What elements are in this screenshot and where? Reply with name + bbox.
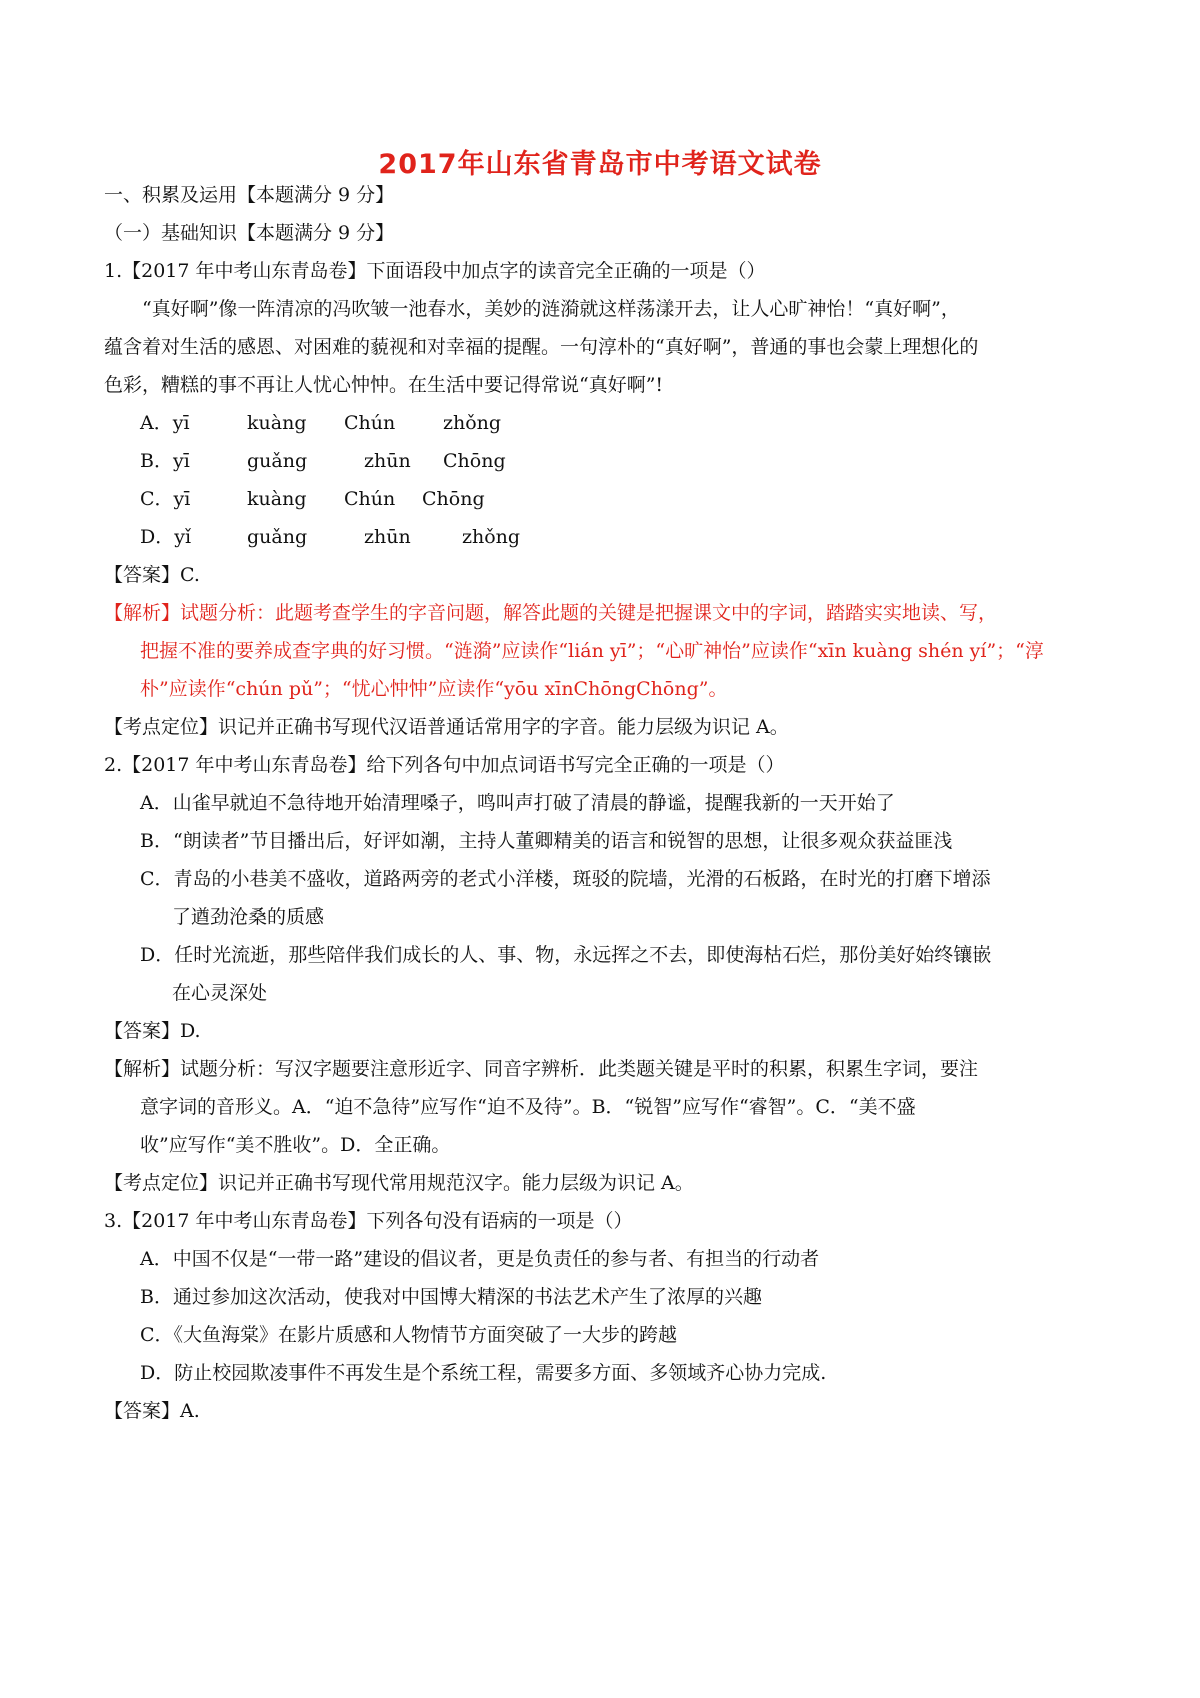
option-pinyin: zhǒng [462, 526, 521, 548]
option-line: B．通过参加这次活动，使我对中国博大精深的书法艺术产生了浓厚的兴趣 [140, 1286, 762, 1308]
option-pinyin: zhǒng [443, 412, 502, 434]
option-label: C．yī [140, 488, 191, 510]
option-c-row [0, 487, 1200, 511]
page-title: 2017年山东省青岛市中考语文试卷 [378, 149, 822, 180]
passage-line: 蕴含着对生活的感恩、对困难的藐视和对幸福的提醒。一句淳朴的“真好啊”，普通的事也会蒙上理想化的 [104, 336, 979, 358]
question-3-stem: 3.【2017 年中考山东青岛卷】下列各句没有语病的一项是（） [104, 1210, 633, 1232]
question-1-stem: 1.【2017 年中考山东青岛卷】下面语段中加点字的读音完全正确的一项是（） [104, 260, 766, 282]
option-label: B．yī [140, 450, 190, 472]
option-line: D．任时光流逝，那些陪伴我们成长的人、事、物，永远挥之不去，即使海枯石烂，那份美好始终镶嵌 [140, 944, 992, 966]
option-pinyin: Chōng [422, 488, 485, 510]
option-pinyin: zhūn [364, 450, 411, 472]
analysis-line: 朴”应读作“chún pǔ”；“忧心忡忡”应读作“yōu xīnChōngChōng”。 [140, 678, 728, 700]
option-line: A．中国不仅是“一带一路”建设的倡议者，更是负责任的参与者、有担当的行动者 [140, 1248, 820, 1270]
option-line: 了遒劲沧桑的质感 [172, 906, 325, 928]
option-line: 在心灵深处 [172, 982, 268, 1004]
section-heading: 一、积累及运用【本题满分 9 分】 [104, 184, 395, 206]
option-line: C．《大鱼海棠》在影片质感和人物情节方面突破了一大步的跨越 [140, 1324, 678, 1346]
answer: 【答案】D. [104, 1020, 201, 1042]
analysis-line: 【解析】试题分析：此题考查学生的字音问题，解答此题的关键是把握课文中的字词，踏踏实实地读、写， [104, 602, 998, 624]
option-pinyin: kuàng [247, 488, 307, 510]
option-pinyin: guǎng [247, 526, 308, 548]
analysis-line: 把握不准的要养成查字典的好习惯。“涟漪”应读作“lián yī”；“心旷神怡”应读作“xīn kuàng shén yí”；“淳 [140, 640, 1044, 662]
option-label: D．yǐ [140, 526, 192, 548]
option-line: A．山雀早就迫不急待地开始清理嗓子，鸣叫声打破了清晨的静谧，提醒我新的一天开始了 [140, 792, 895, 814]
option-pinyin: Chún [344, 412, 396, 434]
option-line: B．“朗读者”节目播出后，好评如潮，主持人董卿精美的语言和锐智的思想，让很多观众获益匪浅 [140, 830, 953, 852]
answer: 【答案】A. [104, 1400, 200, 1422]
option-b-row [0, 449, 1200, 473]
option-pinyin: Chōng [443, 450, 506, 472]
option-a-row [0, 411, 1200, 435]
option-pinyin: guǎng [247, 450, 308, 472]
analysis-line: 意字词的音形义。A．“迫不急待”应写作“迫不及待”。B．“锐智”应写作“睿智”。C．“美不盛 [140, 1096, 916, 1118]
option-label: A．yī [140, 412, 190, 434]
answer: 【答案】C. [104, 564, 200, 586]
option-line: D．防止校园欺凌事件不再发生是个系统工程，需要多方面、多领域齐心协力完成. [140, 1362, 827, 1384]
analysis-line: 收”应写作“美不胜收”。D．全正确。 [140, 1134, 451, 1156]
analysis-line: 【解析】试题分析：写汉字题要注意形近字、同音字辨析．此类题关键是平时的积累，积累生字词，要注 [104, 1058, 979, 1080]
option-pinyin: kuàng [247, 412, 307, 434]
option-d-row [0, 525, 1200, 549]
knowledge-point: 【考点定位】识记并正确书写现代汉语普通话常用字的字音。能力层级为识记 A。 [104, 716, 789, 738]
subsection-heading: （一）基础知识【本题满分 9 分】 [104, 222, 395, 244]
option-pinyin: Chún [344, 488, 396, 510]
passage-line: 色彩，糟糕的事不再让人忧心忡忡。在生活中要记得常说“真好啊”! [104, 374, 664, 396]
option-line: C．青岛的小巷美不盛收，道路两旁的老式小洋楼，斑驳的院墙，光滑的石板路，在时光的打磨下增添 [140, 868, 991, 890]
knowledge-point: 【考点定位】识记并正确书写现代常用规范汉字。能力层级为识记 A。 [104, 1172, 694, 1194]
passage-line: “真好啊”像一阵清凉的冯吹皱一池春水，美妙的涟漪就这样荡漾开去，让人心旷神怡！“真好啊”， [142, 298, 960, 320]
option-pinyin: zhūn [364, 526, 411, 548]
question-2-stem: 2.【2017 年中考山东青岛卷】给下列各句中加点词语书写完全正确的一项是（） [104, 754, 785, 776]
